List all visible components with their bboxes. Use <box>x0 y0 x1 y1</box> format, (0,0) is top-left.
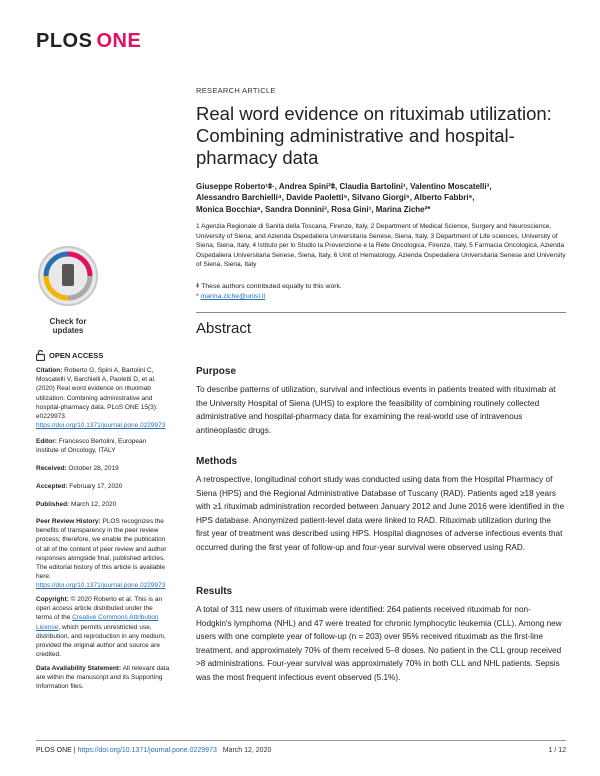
editor-block <box>36 437 170 455</box>
footer-doi-link[interactable]: https://doi.org/10.1371/journal.pone.0229973 <box>77 747 217 754</box>
methods-heading: Methods <box>196 456 238 467</box>
page-number: 1 / 12 <box>548 747 566 754</box>
citation-block <box>36 366 170 430</box>
accepted-date: February 17, 2020 <box>69 483 123 490</box>
check-updates-line1: Check for <box>49 317 87 326</box>
peer-review-block <box>36 517 170 591</box>
logo-one: ONE <box>96 30 142 52</box>
received-date: October 28, 2019 <box>68 465 119 472</box>
methods-text: A retrospective, longitudinal cohort study was conducted using data from the Hospital Pharmacy of Siena (HPS) and the Regional Administrative Database of Tuscany (RAD). Patients aged ≥18 years with ≥1 rituximab administration recorded between January 2012 and June 2016 were identified in the HPS database. Anonymized patient-level data were linked to RAD. Rituximab utilization during the first year of treatment was described using HPS. Hospital diagnoses of adverse infectious events that occurred during the first year of follow-up and four-year survival were observed using RAD. <box>196 475 565 552</box>
journal-logo <box>36 30 141 53</box>
article-type: RESEARCH ARTICLE <box>196 86 276 95</box>
published-label: Published: <box>36 501 70 508</box>
abstract-heading: Abstract <box>196 320 252 337</box>
article-title: Real word evidence on rituximab utilization: Combining administrative and hospital-pharmacy data <box>196 103 552 168</box>
received-label: Received: <box>36 465 67 472</box>
peer-review-label: Peer Review History: <box>36 518 101 525</box>
results-section <box>196 586 566 685</box>
published-date: March 12, 2020 <box>71 501 117 508</box>
check-updates-line2: updates <box>52 326 84 335</box>
editor-text: Francesco Bertolini, European Institute of Oncology, ITALY <box>36 438 147 455</box>
check-updates-icon <box>36 244 100 310</box>
data-availability-label: Data Availability Statement: <box>36 665 122 672</box>
footer-date: March 12, 2020 <box>222 747 272 754</box>
peer-review-text: PLOS recognizes the benefits of transparency in the peer review process; therefore, we enable the publication of all of the content of peer review and author responses alongside final, published articles. The editorial history of this article is available here: <box>36 518 167 581</box>
purpose-heading: Purpose <box>196 366 237 377</box>
author-line-1: Giuseppe Roberto¹⹋·, Andrea Spini²⹋, Claudia Bartolini¹, Valentino Moscatelli³, <box>196 182 492 191</box>
published-block <box>36 500 170 509</box>
purpose-text: To describe patterns of utilization, survival and infectious events in patients treated with rituximab at the University Hospital of Siena (UHS) to explore the feasibility of combining routinely collected administrative and hospital-pharmacy data for examining the real-world use of intravenous antineoplastic drugs. <box>196 385 556 435</box>
peer-review-link[interactable]: https://doi.org/10.1371/journal.pone.0229973 <box>36 582 166 590</box>
citation-label: Citation: <box>36 367 63 374</box>
purpose-section <box>196 366 566 437</box>
accepted-block <box>36 482 170 491</box>
open-access-text: OPEN ACCESS <box>49 351 104 360</box>
abstract-divider <box>196 312 566 313</box>
accepted-label: Accepted: <box>36 483 68 490</box>
citation-text: Roberto G, Spini A, Bartolini C, Moscatelli V, Barchielli A, Paoletti D, et al. (2020) Real word evidence on rituximab utilization: Combining administrative and hospital-pharmacy data. PLoS ONE 15(3): e0229973. <box>36 367 158 421</box>
data-availability-text: All relevant data are within the manuscript and its Supporting Information files. <box>36 665 170 691</box>
data-availability-block <box>36 664 170 692</box>
contribution-notes <box>196 282 566 302</box>
open-access-label <box>36 350 103 361</box>
results-heading: Results <box>196 586 233 597</box>
copyright-text-2: , which permits unrestricted use, distribution, and reproduction in any medium, provided the original author and source are credited. <box>36 623 166 659</box>
copyright-label: Copyright: <box>36 596 69 603</box>
corresponding-email: * marina.ziche@unisi.it <box>196 293 266 300</box>
editor-label: Editor: <box>36 438 57 445</box>
citation-doi-link[interactable]: https://doi.org/10.1371/journal.pone.0229973 <box>36 422 166 430</box>
received-block <box>36 464 170 473</box>
results-text: A total of 311 new users of rituximab were identified: 264 patients received rituximab for non-Hodgkin's lymphoma (NHL) and 47 were treated for chronic lymphocytic leukemia (CLL). Among new users with one complete year of follow-up (n = 203) over 95% received rituximab as the first-line treatment, and approximately 70% of them received 5–8 doses. No patient in the CLL group received >8 administrations. Four-year survival was approximately 70% in both CLL and NHL patients. Sepsis was the most frequent infectious event observed (5.1%). <box>196 605 562 682</box>
author-line-2: Alessandro Barchielli⁴, Davide Paoletti⁵, Silvano Giorgi⁵, Alberto Fabbri⁶, <box>196 193 475 203</box>
affiliations: 1 Agenzia Regionale di Sanità della Toscana, Firenze, Italy, 2 Department of Medical Science, Surgery and Neuroscience, University of Siena, and Azienda Ospedaliera Universitaria Senese, Siena, Italy, 3 Department of Life sciences, University of Siena, Siena, Italy, 4 Istituto per lo Studio la Prevenzione e la Rete Oncologica, Firenze, Italy, 5 Farmacia Oncologica, Azienda Ospedaliera Universitaria Senese, Siena, Italy, 6 Unit of Hematology, Azienda Ospedaliera Universitaria Senese and University of Siena, Siena, Italy <box>196 223 566 269</box>
equal-contribution-note: ⹋ These authors contributed equally to this work. <box>196 283 342 290</box>
page-footer <box>36 740 566 754</box>
footer-separator: | <box>73 747 76 754</box>
copyright-text: © 2020 Roberto et al. This is an open access article distributed under the terms of the <box>36 596 163 622</box>
author-line-3: Monica Bocchia⁶, Sandra Donnini³, Rosa Gini¹, Marina Ziche²* <box>196 204 431 214</box>
author-list <box>196 181 566 215</box>
open-lock-icon <box>36 350 45 361</box>
logo-plos: PLOS <box>36 30 93 52</box>
cc-license-link[interactable]: Creative Commons Attribution License <box>36 614 159 631</box>
methods-section <box>196 456 566 555</box>
footer-citation <box>36 747 271 754</box>
footer-journal: PLOS ONE <box>36 747 72 754</box>
email-link[interactable]: marina.ziche@unisi.it <box>200 293 266 300</box>
check-for-updates-badge[interactable] <box>36 244 168 335</box>
copyright-block <box>36 595 170 659</box>
